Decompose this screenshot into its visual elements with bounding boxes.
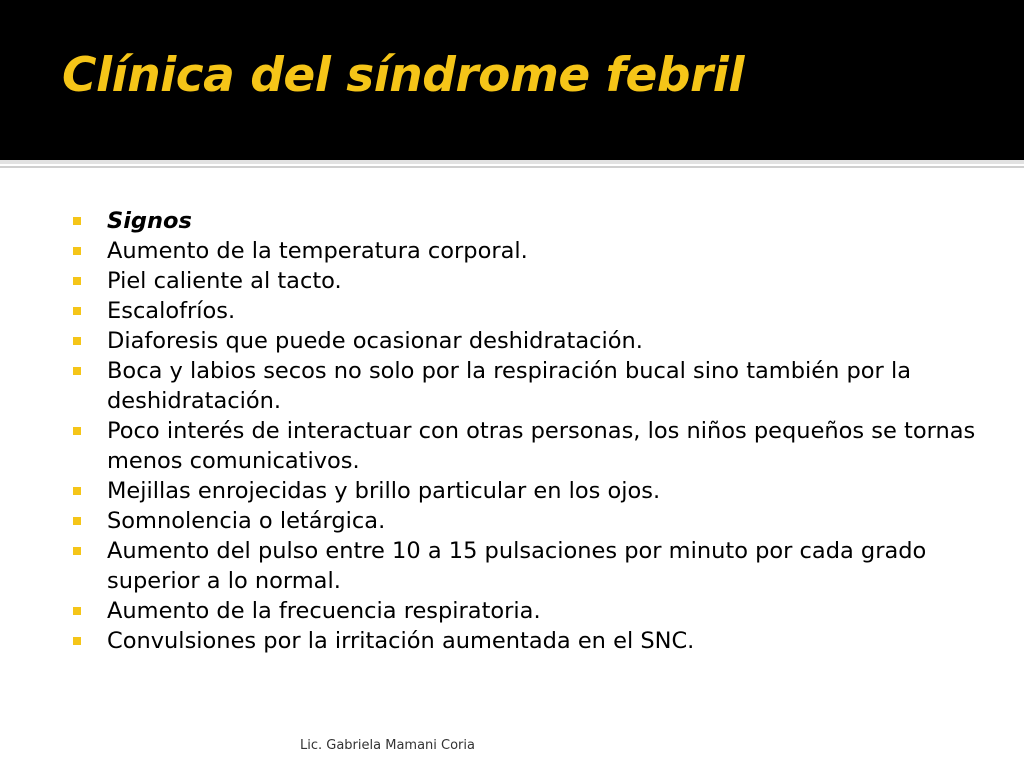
- list-item-text: Aumento de la temperatura corporal.: [107, 238, 528, 264]
- list-item: [72, 416, 992, 476]
- bullet-list: [72, 206, 992, 656]
- list-item-text: Convulsiones por la irritación aumentada en el SNC.: [107, 628, 695, 654]
- list-item: [72, 596, 992, 626]
- list-item: [72, 476, 992, 506]
- list-item-text: Escalofríos.: [107, 298, 236, 324]
- list-item: [72, 296, 992, 326]
- bullet-icon: [73, 307, 81, 315]
- list-item: [72, 536, 992, 596]
- list-item: [72, 626, 992, 656]
- list-item-text: Mejillas enrojecidas y brillo particular en los ojos.: [107, 478, 661, 504]
- footer-author: Lic. Gabriela Mamani Coria: [300, 738, 475, 753]
- bullet-icon: [73, 217, 81, 225]
- title-divider-thin: [0, 166, 1024, 168]
- title-divider: [0, 160, 1024, 164]
- list-item: [72, 356, 992, 416]
- bullet-icon: [73, 637, 81, 645]
- list-heading-text: Signos: [107, 208, 192, 234]
- list-item-text: Poco interés de interactuar con otras personas, los niños pequeños se tornas menos comunicativos.: [107, 418, 976, 474]
- bullet-icon: [73, 247, 81, 255]
- bullet-icon: [73, 427, 81, 435]
- list-item: [72, 326, 992, 356]
- list-item-text: Boca y labios secos no solo por la respiración bucal sino también por la deshidratación.: [107, 358, 912, 414]
- list-item: [72, 266, 992, 296]
- bullet-icon: [73, 547, 81, 555]
- list-item: [72, 506, 992, 536]
- bullet-icon: [73, 277, 81, 285]
- slide-title: Clínica del síndrome febril: [62, 48, 744, 103]
- bullet-icon: [73, 367, 81, 375]
- list-item-text: Aumento del pulso entre 10 a 15 pulsaciones por minuto por cada grado superior a lo normal.: [107, 538, 927, 594]
- list-item-text: Somnolencia o letárgica.: [107, 508, 386, 534]
- list-heading: [72, 206, 992, 236]
- list-item: [72, 236, 992, 266]
- list-item-text: Piel caliente al tacto.: [107, 268, 342, 294]
- title-band: [0, 0, 1024, 160]
- bullet-icon: [73, 487, 81, 495]
- bullet-icon: [73, 607, 81, 615]
- list-item-text: Aumento de la frecuencia respiratoria.: [107, 598, 541, 624]
- bullet-icon: [73, 517, 81, 525]
- list-item-text: Diaforesis que puede ocasionar deshidratación.: [107, 328, 643, 354]
- bullet-icon: [73, 337, 81, 345]
